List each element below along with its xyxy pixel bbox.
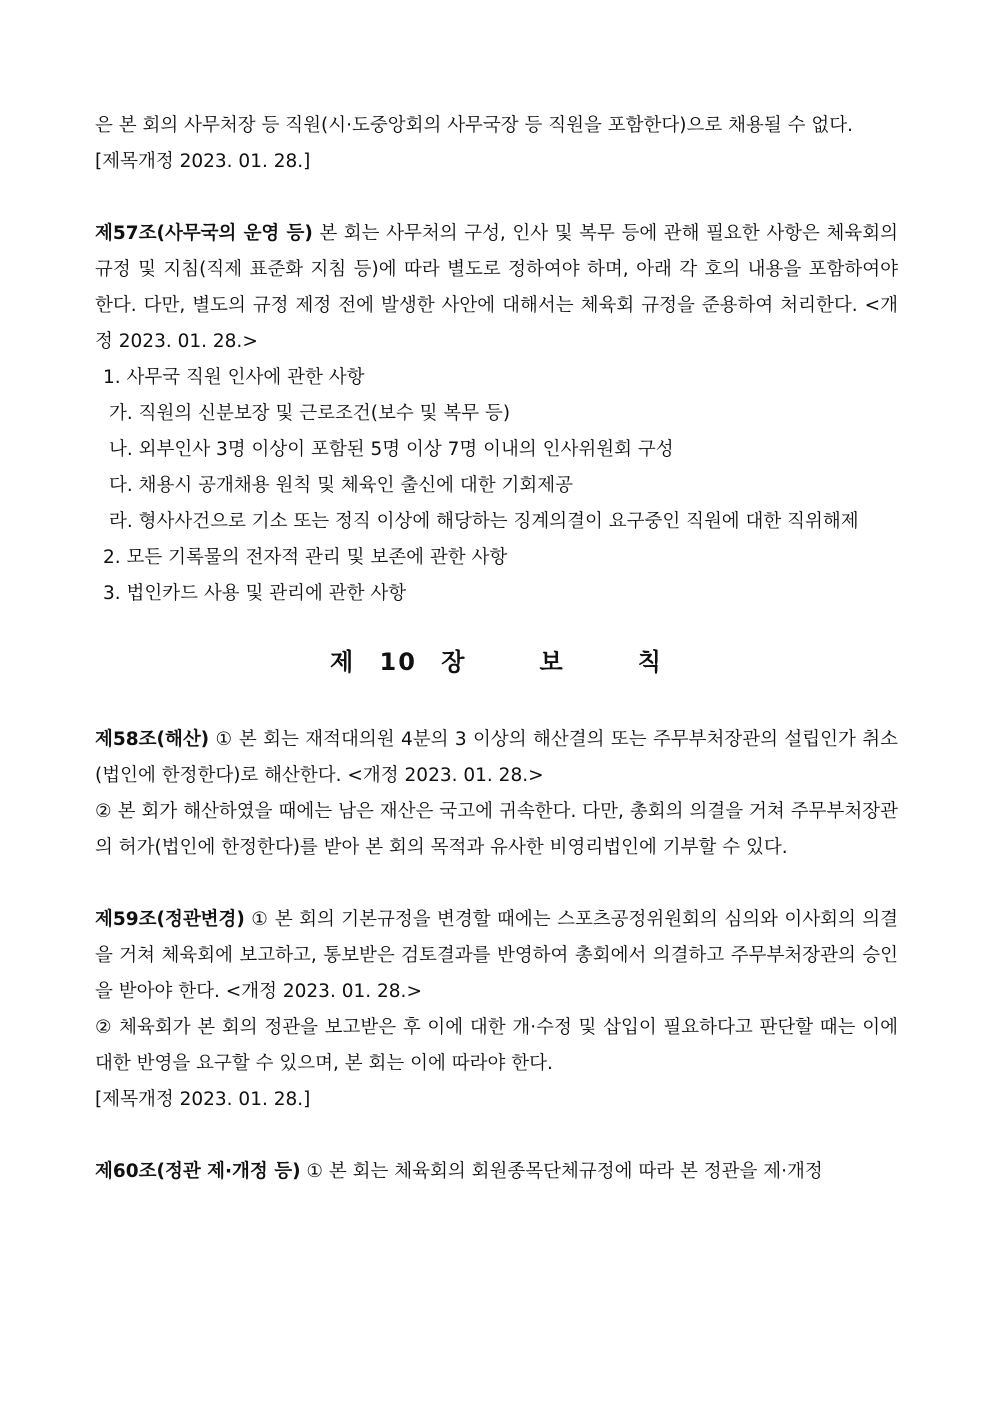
spacer bbox=[95, 1118, 898, 1154]
article-58-title: 제58조(해산) bbox=[95, 729, 210, 750]
article-59 bbox=[95, 902, 898, 1010]
article-57-item-1: 1. 사무국 직원 인사에 관한 사항 bbox=[103, 367, 365, 388]
article-58 bbox=[95, 722, 898, 794]
article-57-sub-ga: 가. 직원의 신분보장 및 근로조건(보수 및 복무 등) bbox=[109, 403, 511, 424]
title-revision-note: [제목개정 2023. 01. 28.] bbox=[95, 151, 311, 172]
article-57-body: 본 회는 사무처의 구성, 인사 및 복무 등에 관해 필요한 사항은 체육회의 규정 및 지침(직제 표준화 지침 등)에 따라 별도로 정하여야 하며, 아래 각 호의 내용을 포함하여야 한다. 다만, 별도의 규정 제정 전에 발생한 사안에 대해서는 체육회 규정을 준용하여 처리한다. <개정 2023. 01. 28.> bbox=[95, 223, 898, 352]
article-57-title: 제57조(사무국의 운영 등) bbox=[95, 223, 313, 244]
article-58-paragraph-2: ② 본 회가 해산하였을 때에는 남은 재산은 국고에 귀속한다. 다만, 총회의 의결을 거쳐 주무부처장관의 허가(법인에 한정한다)를 받아 본 회의 목적과 유사한 비영리법인에 기부할 수 있다. bbox=[95, 801, 898, 858]
spacer bbox=[95, 682, 898, 722]
spacer bbox=[95, 866, 898, 902]
article-60-paragraph-1: ① 본 회는 체육회의 회원종목단체규정에 따라 본 정관을 제·개정 bbox=[300, 1161, 823, 1182]
title-revision-note: [제목개정 2023. 01. 28.] bbox=[95, 1089, 311, 1110]
continuation-paragraph: 은 본 회의 사무처장 등 직원(시·도중앙회의 사무국장 등 직원을 포함한다)으로 채용될 수 없다. bbox=[95, 115, 853, 136]
document-page bbox=[95, 108, 898, 1190]
article-57-sub-da: 다. 채용시 공개채용 원칙 및 체육인 출신에 대한 기회제공 bbox=[109, 475, 573, 496]
article-59-title: 제59조(정관변경) bbox=[95, 909, 245, 930]
article-59-paragraph-2: ② 체육회가 본 회의 정관을 보고받은 후 이에 대한 개·수정 및 삽입이 필요하다고 판단할 때는 이에 대한 반영을 요구할 수 있으며, 본 회는 이에 따라야 한다. bbox=[95, 1017, 898, 1074]
article-58-paragraph-1: ① 본 회는 재적대의원 4분의 3 이상의 해산결의 또는 주무부처장관의 설립인가 취소(법인에 한정한다)로 해산한다. <개정 2023. 01. 28.> bbox=[95, 729, 898, 786]
article-57-item-2: 2. 모든 기록물의 전자적 관리 및 보존에 관한 사항 bbox=[103, 547, 508, 568]
article-60-title: 제60조(정관 제·개정 등) bbox=[95, 1161, 301, 1182]
article-60 bbox=[95, 1154, 898, 1190]
article-57-sub-ra: 라. 형사사건으로 기소 또는 정직 이상에 해당하는 징계의결이 요구중인 직원에 대한 직위해제 bbox=[109, 511, 859, 532]
article-59-paragraph-1: ① 본 회의 기본규정을 변경할 때에는 스포츠공정위원회의 심의와 이사회의 의결을 거쳐 체육회에 보고하고, 통보받은 검토결과를 반영하여 총회에서 의결하고 주무부처장관의 승인을 받아야 한다. <개정 2023. 01. 28.> bbox=[95, 909, 898, 1002]
article-57-item-3: 3. 법인카드 사용 및 관리에 관한 사항 bbox=[103, 583, 407, 604]
spacer bbox=[95, 180, 898, 216]
article-57-sub-na: 나. 외부인사 3명 이상이 포함된 5명 이상 7명 이내의 인사위원회 구성 bbox=[109, 439, 674, 460]
spacer bbox=[95, 612, 898, 642]
chapter-heading: 제 10 장 보 칙 bbox=[330, 648, 663, 676]
article-57 bbox=[95, 216, 898, 360]
